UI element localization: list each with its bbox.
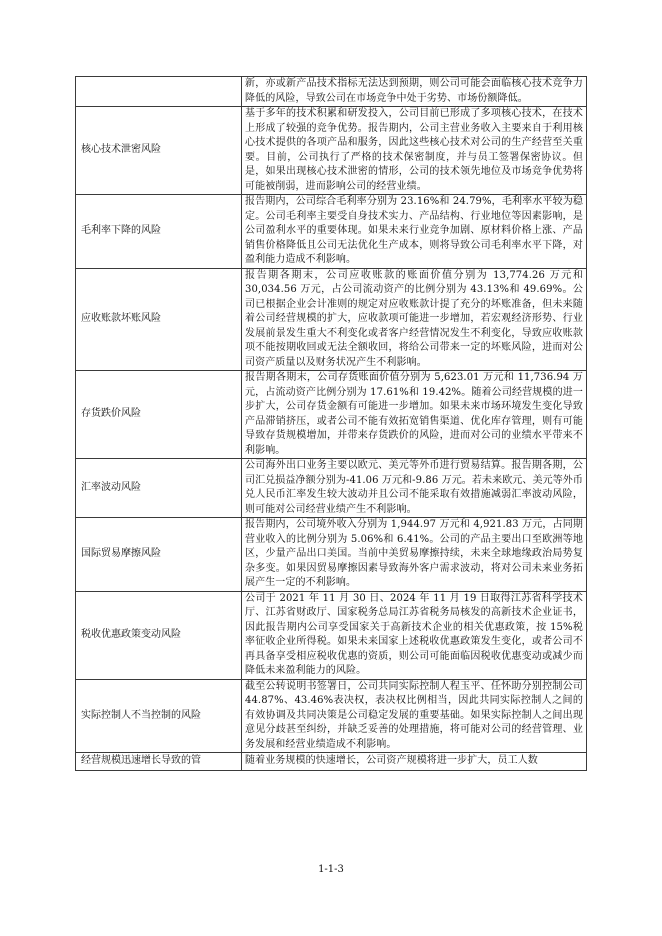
- risk-name-cell: 税收优惠政策变动风险: [76, 591, 242, 679]
- table-row: [76, 753, 587, 771]
- page-number: 1-1-3: [318, 864, 344, 875]
- table-row: [76, 107, 587, 195]
- table-row: [76, 591, 587, 679]
- risk-name-cell: [76, 77, 242, 107]
- risk-name-cell: 存货跌价风险: [76, 371, 242, 459]
- risk-description-cell: 报告期内，公司综合毛利率分别为 23.16%和 24.79%，毛利率水平较为稳定。公司毛利率主要受自身技术实力、产品结构、行业地位等因素影响，是公司盈利水平的重要体现。如果未来行业竞争加剧、原材料价格上涨、产品销售价格降低且公司无法优化生产成本，则将导致公司毛利率水平下降，对盈利能力造成不利影响。: [242, 195, 587, 269]
- risk-factor-table: [75, 76, 587, 771]
- table-row: [76, 518, 587, 592]
- table-row: [76, 371, 587, 459]
- risk-name-cell: 国际贸易摩擦风险: [76, 518, 242, 592]
- table-row: [76, 77, 587, 107]
- risk-name-cell: 经营规模迅速增长导致的管: [76, 753, 242, 771]
- risk-name-cell: 毛利率下降的风险: [76, 195, 242, 269]
- risk-description-cell: 基于多年的技术积累和研发投入，公司目前已形成了多项核心技术，在技术上形成了较强的竞争优势。报告期内，公司主营业务收入主要来自于利用核心技术提供的各项产品和服务，因此这些核心技术对公司的生产经营至关重要。目前，公司执行了严格的技术保密制度，并与员工签署保密协议。但是，如果出现核心技术泄密的情形，公司的技术领先地位及市场竞争优势将可能被削弱，进而影响公司的经营业绩。: [242, 107, 587, 195]
- risk-description-cell: 公司海外出口业务主要以欧元、美元等外币进行贸易结算。报告期各期，公司汇兑损益净额分别为-41.06 万元和-9.86 万元。若未来欧元、美元等外币兑人民币汇率发生较大波动并且公司不能采取有效措施减弱汇率波动风险，则可能对公司经营业绩产生不利影响。: [242, 459, 587, 518]
- table-row: [76, 459, 587, 518]
- risk-description-cell: 新，亦或新产品技术指标无法达到预期，则公司可能会面临核心技术竞争力降低的风险，导致公司在市场竞争中处于劣势、市场份额降低。: [242, 77, 587, 107]
- risk-description-cell: 随着业务规模的快速增长，公司资产规模将进一步扩大，员工人数: [242, 753, 587, 771]
- table-row: [76, 679, 587, 753]
- risk-name-cell: 核心技术泄密风险: [76, 107, 242, 195]
- risk-description-cell: 公司于 2021 年 11 月 30 日、2024 年 11 月 19 日取得江苏省科学技术厅、江苏省财政厅、国家税务总局江苏省税务局核发的高新技术企业证书，因此报告期内公司享受国家关于高新技术企业的相关优惠政策，按 15%税率征收企业所得税。如果未来国家上述税收优惠政策发生变化，或者公司不再具备享受相应税收优惠的资质，则公司可能面临因税收优惠变动或减少而降低未来盈利能力的风险。: [242, 591, 587, 679]
- table-row: [76, 268, 587, 371]
- risk-description-cell: 报告期各期末，公司应收账款的账面价值分别为 13,774.26 万元和30,034.56 万元，占公司流动资产的比例分别为 43.13%和 49.69%。公司已根据企业会计准则的规定对应收账款计提了充分的坏账准备，但未来随着公司经营规模的扩大，应收款项可能进一步增加，若宏观经济形势、行业发展前景发生重大不利变化或者客户经营情况发生不利变化，导致应收账款项不能按期收回或无法全额收回，将给公司带来一定的坏账风险，进而对公司资产质量以及财务状况产生不利影响。: [242, 268, 587, 371]
- risk-name-cell: 实际控制人不当控制的风险: [76, 679, 242, 753]
- table-row: [76, 195, 587, 269]
- risk-name-cell: 汇率波动风险: [76, 459, 242, 518]
- risk-description-cell: 报告期各期末，公司存货账面价值分别为 5,623.01 万元和 11,736.94 万元，占流动资产比例分别为 17.61%和 19.42%。随着公司经营规模的进一步扩大，公司存货金额有可能进一步增加。如果未来市场环境发生变化导致产品滞销挤压，或者公司不能有效拓宽销售渠道、优化库存管理，则有可能导致存货规模增加，并带来存货跌价的风险，进而对公司的业绩水平带来不利影响。: [242, 371, 587, 459]
- risk-description-cell: 截至公转说明书签署日，公司共同实际控制人程玉平、任怀助分别控制公司 44.87%、43.46%表决权，表决权比例相当，因此共同实际控制人之间的有效协调及共同决策是公司稳定发展的重要基础。如果实际控制人之间出现意见分歧甚至纠纷，并缺乏妥善的处理措施，将可能对公司的经营管理、业务发展和经营业绩造成不利影响。: [242, 679, 587, 753]
- risk-name-cell: 应收账款坏账风险: [76, 268, 242, 371]
- risk-description-cell: 报告期内，公司境外收入分别为 1,944.97 万元和 4,921.83 万元，占同期营业收入的比例分别为 5.06%和 6.41%。公司的产品主要出口至欧洲等地区，少量产品出口美国。当前中美贸易摩擦持续，未来全球地缘政治局势复杂多变。如果因贸易摩擦因素导致海外客户需求波动，将对公司未来业务拓展产生一定的不利影响。: [242, 518, 587, 592]
